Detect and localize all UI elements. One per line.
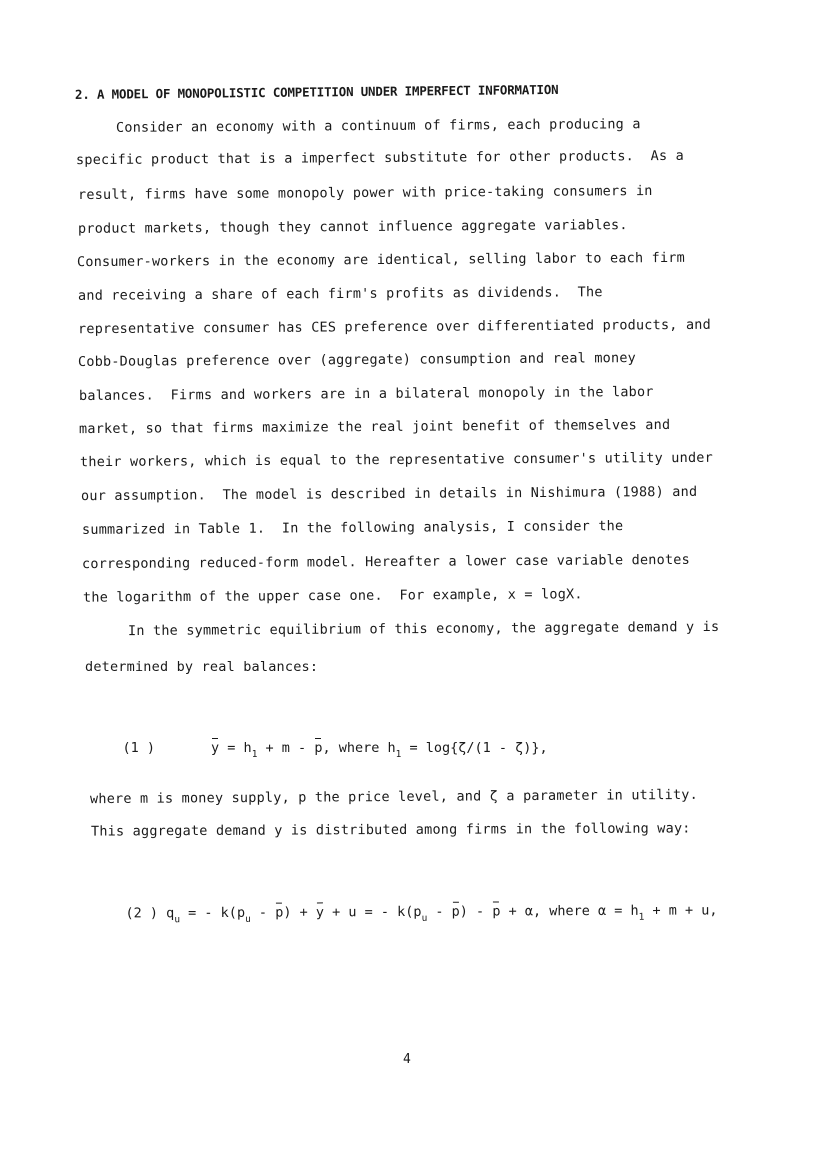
equation-text: = log{ζ/(1 - ζ)}, <box>401 740 548 756</box>
subscript: u <box>421 912 428 924</box>
section-heading: 2. A MODEL OF MONOPOLISTIC COMPETITION UNDER IMPERFECT INFORMATION <box>74 81 559 102</box>
body-line: Consumer-workers in the economy are identical, selling labor to each firm <box>76 249 685 271</box>
body-line: their workers, which is equal to the representative consumer's utility under <box>79 449 713 471</box>
subscript: 1 <box>251 749 258 760</box>
subscript: 1 <box>395 749 402 760</box>
body-line: balances. Firms and workers are in a bilateral monopoly in the labor <box>78 383 654 405</box>
equation-text: - <box>250 904 276 921</box>
equation-text: + m + u, <box>644 902 718 919</box>
body-line: representative consumer has CES preference over differentiated products, and <box>77 316 711 338</box>
y-bar-symbol: y <box>315 904 325 921</box>
body-line: the logarithm of the upper case one. For example, x = logX. <box>82 586 583 606</box>
equation-text: q <box>157 905 175 922</box>
equation-text: + m - <box>257 740 315 756</box>
body-line: market, so that firms maximize the real joint benefit of themselves and <box>78 416 671 438</box>
body-line: This aggregate demand y is distributed among firms in the following way: <box>90 820 691 840</box>
equation-text: = h <box>219 740 252 756</box>
body-line: our assumption. The model is described in details in Nishimura (1988) and <box>80 483 698 505</box>
equation-number: (2 ) <box>125 905 159 922</box>
equation-2 <box>93 886 718 941</box>
body-line: Cobb-Douglas preference over (aggregate) consumption and real money <box>77 350 637 370</box>
subscript: u <box>174 914 181 926</box>
y-bar-symbol: y <box>211 740 220 756</box>
body-line: summarized in Table 1. In the following analysis, I consider the <box>81 518 624 538</box>
body-line: In the symmetric equilibrium of this economy, the aggregate demand y is <box>127 618 720 640</box>
body-line: Consider an economy with a continuum of firms, each producing a <box>115 116 641 136</box>
equation-1 <box>90 724 548 776</box>
subscript: 1 <box>638 911 645 923</box>
equation-text: - <box>427 903 452 920</box>
body-line: and receiving a share of each firm's profits as dividends. The <box>77 284 603 304</box>
p-bar-symbol: p <box>275 904 284 921</box>
body-line: product markets, though they cannot influence aggregate variables. <box>77 217 628 237</box>
body-line: specific product that is a imperfect substitute for other products. As a <box>75 147 684 169</box>
equation-text: + α, where α = h <box>500 902 639 920</box>
equation-text: ) - <box>459 903 493 920</box>
p-bar-symbol: p <box>492 903 501 920</box>
equation-text: ) + <box>283 904 316 921</box>
body-line: where m is money supply, p the price level, and ζ a parameter in utility. <box>89 786 698 808</box>
body-line: result, firms have some monopoly power with price-taking consumers in <box>77 182 653 204</box>
equation-text: = - k(p <box>179 904 246 922</box>
page-number: 4 <box>403 1052 411 1067</box>
equation-number: (1 ) <box>122 740 156 756</box>
equation-text: , where h <box>322 740 396 756</box>
body-line: determined by real balances: <box>85 659 319 675</box>
body-line: corresponding reduced-form model. Hereafter a lower case variable denotes <box>81 551 690 573</box>
equation-text: + u = - k(p <box>323 903 422 921</box>
p-bar-symbol: p <box>451 903 460 920</box>
p-bar-symbol: p <box>314 740 323 756</box>
subscript: u <box>245 913 251 925</box>
